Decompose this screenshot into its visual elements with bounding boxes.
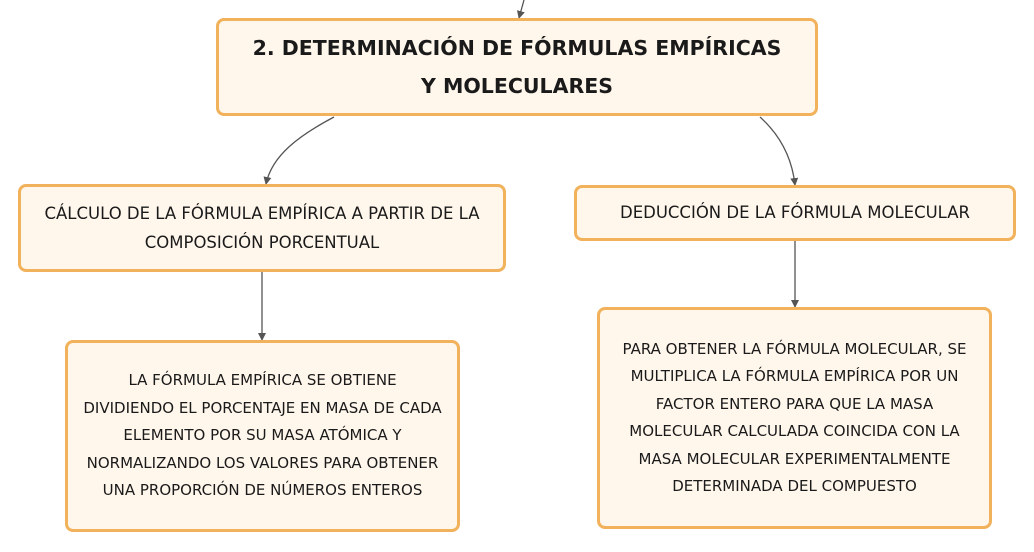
empirical-formula-detail-node[interactable] bbox=[65, 340, 460, 532]
main-topic-text: 2. DETERMINACIÓN DE FÓRMULAS EMPÍRICAS Y MOLECULARES bbox=[252, 36, 782, 98]
empirical-formula-topic-node[interactable] bbox=[18, 184, 506, 272]
empirical-formula-detail-text: LA FÓRMULA EMPÍRICA SE OBTIENE DIVIDIENDO EL PORCENTAJE EN MASA DE CADA ELEMENTO POR SU MASA ATÓMICA Y NORMALIZANDO LOS VALORES PARA OBTENER UNA PROPORCIÓN DE NÚMEROS ENTEROS bbox=[83, 371, 442, 500]
empirical-formula-topic-text: CÁLCULO DE LA FÓRMULA EMPÍRICA A PARTIR DE LA COMPOSICIÓN PORCENTUAL bbox=[44, 204, 480, 252]
main-topic-node[interactable] bbox=[216, 18, 818, 116]
molecular-formula-topic-node[interactable] bbox=[574, 185, 1016, 241]
molecular-formula-detail-text: PARA OBTENER LA FÓRMULA MOLECULAR, SE MULTIPLICA LA FÓRMULA EMPÍRICA POR UN FACTOR ENTERO PARA QUE LA MASA MOLECULAR CALCULADA COINCIDA CON LA MASA MOLECULAR EXPERIMENTALMENTE DETERMINADA DEL COMPUESTO bbox=[622, 339, 967, 495]
connector-incoming-arrow bbox=[519, 0, 524, 18]
connector-main-to-left-topic bbox=[266, 117, 334, 184]
molecular-formula-detail-node[interactable] bbox=[597, 307, 992, 529]
molecular-formula-topic-text: DEDUCCIÓN DE LA FÓRMULA MOLECULAR bbox=[620, 203, 970, 222]
connector-main-to-right-topic bbox=[760, 117, 795, 185]
